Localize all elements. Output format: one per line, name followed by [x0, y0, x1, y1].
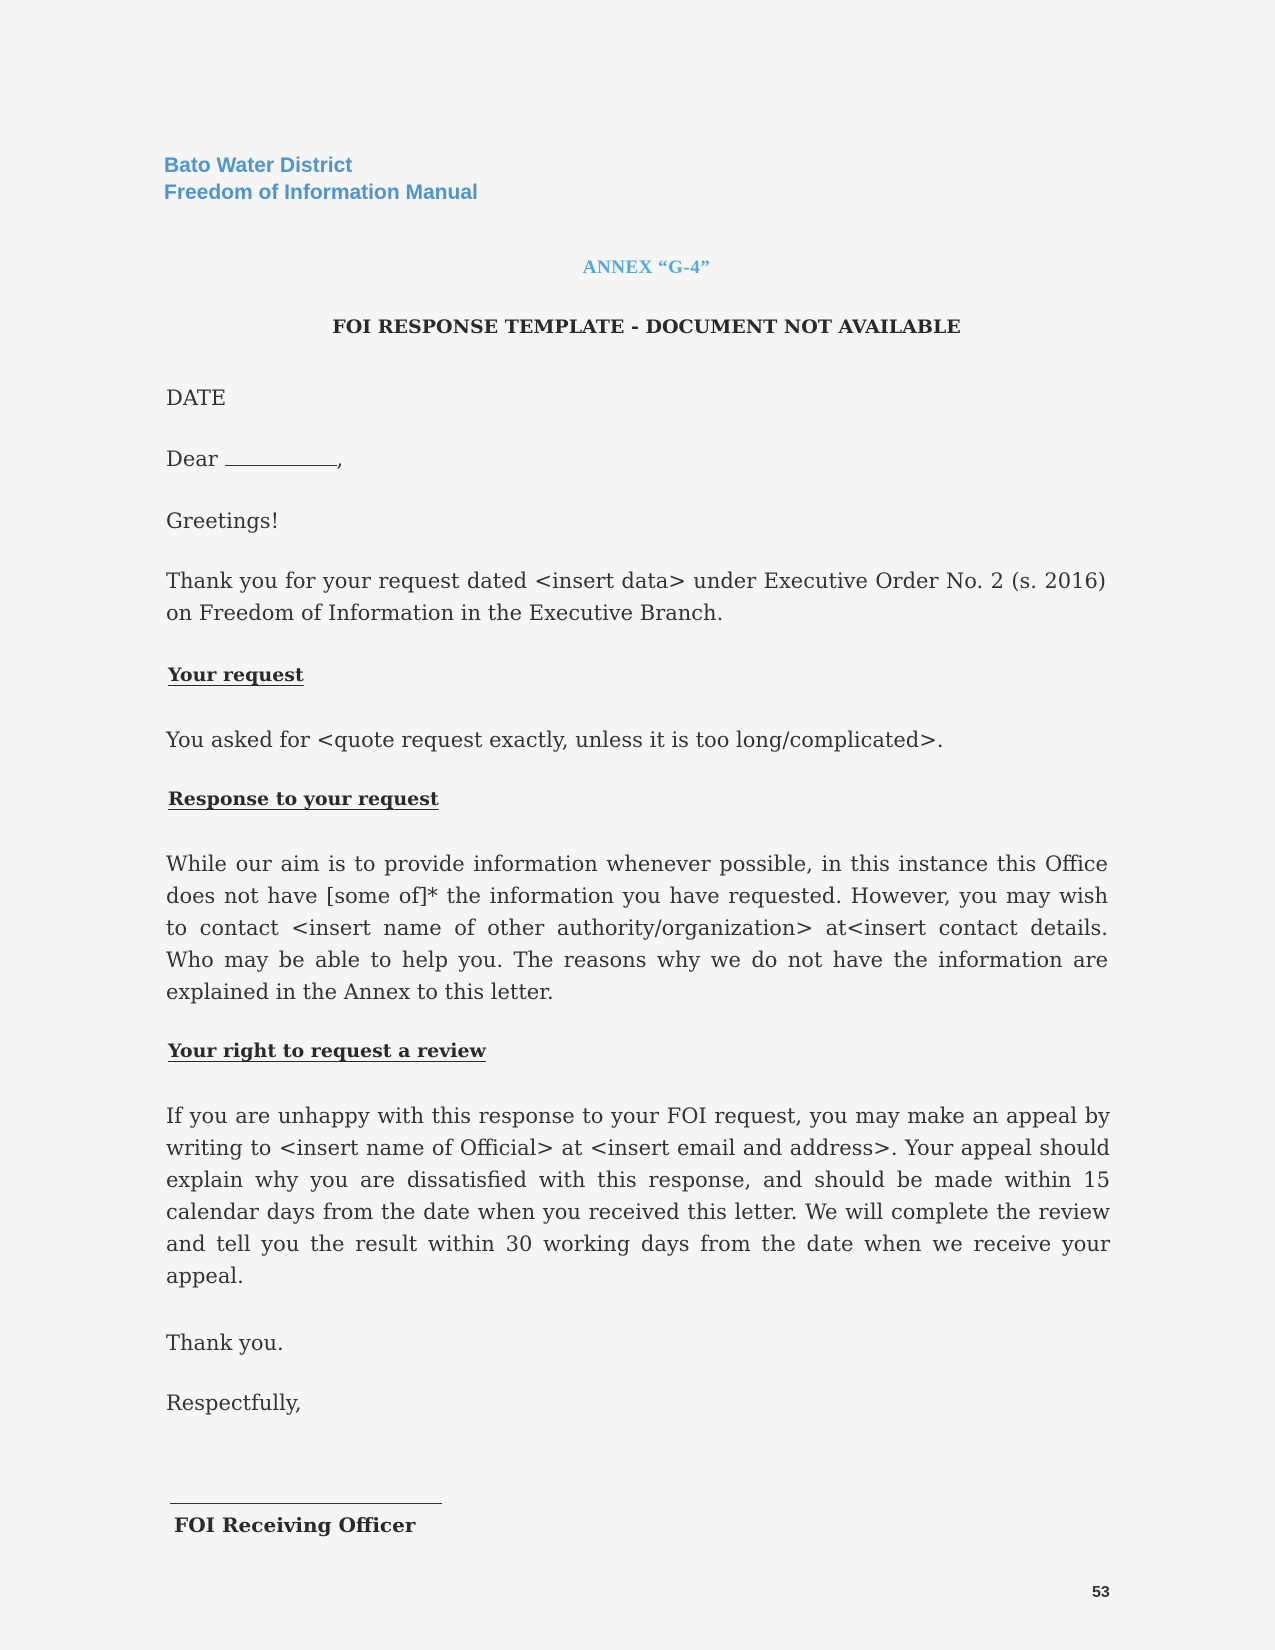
signature-line: [170, 1503, 442, 1504]
page-number: 53: [1092, 1584, 1110, 1601]
salutation: [166, 443, 1112, 475]
page-title: FOI RESPONSE TEMPLATE - DOCUMENT NOT AVAILABLE: [332, 316, 961, 338]
review-paragraph: If you are unhappy with this response to your FOI request, you may make an appeal by writing to <insert name of Official> at <insert email and address>. Your appeal should explain why you are dissatisfied with this response, and should be made within 15 calendar days from the date when you received this letter. We will complete the review and tell you the result within 30 working days from the date when we receive your appeal.: [166, 1104, 1110, 1288]
salutation-prefix: Dear: [166, 447, 218, 471]
response-paragraph: While our aim is to provide information whenever possible, in this instance this Office does not have [some of]* the information you have requested. However, you may wish to contact <insert name of other authority/organization> at<insert contact details. Who may be able to help you. The reasons why we do not have the information are explained in the Annex to this letter.: [166, 852, 1108, 1004]
intro-paragraph: Thank you for your request dated <insert data> under Executive Order No. 2 (s. 2016) on Freedom of Information in the Executive Branch.: [166, 569, 1106, 625]
manual-title: Freedom of Information Manual: [164, 181, 478, 204]
section-heading-request: Your request: [168, 664, 304, 686]
organization-name: Bato Water District: [164, 154, 353, 177]
recipient-blank-line: [225, 447, 337, 466]
annex-label: ANNEX “G-4”: [582, 257, 711, 278]
salutation-suffix: ,: [336, 447, 344, 471]
closing-thanks: Thank you.: [166, 1331, 284, 1355]
request-paragraph: You asked for <quote request exactly, unless it is too long/complicated>.: [166, 728, 944, 752]
document-header: [164, 152, 478, 206]
greeting: Greetings!: [166, 509, 280, 533]
section-heading-response: Response to your request: [168, 788, 439, 810]
signatory-title: FOI Receiving Officer: [174, 1513, 416, 1537]
closing-sign-off: Respectfully,: [166, 1391, 302, 1415]
section-heading-review: Your right to request a review: [168, 1040, 486, 1062]
date-label: DATE: [166, 386, 227, 410]
